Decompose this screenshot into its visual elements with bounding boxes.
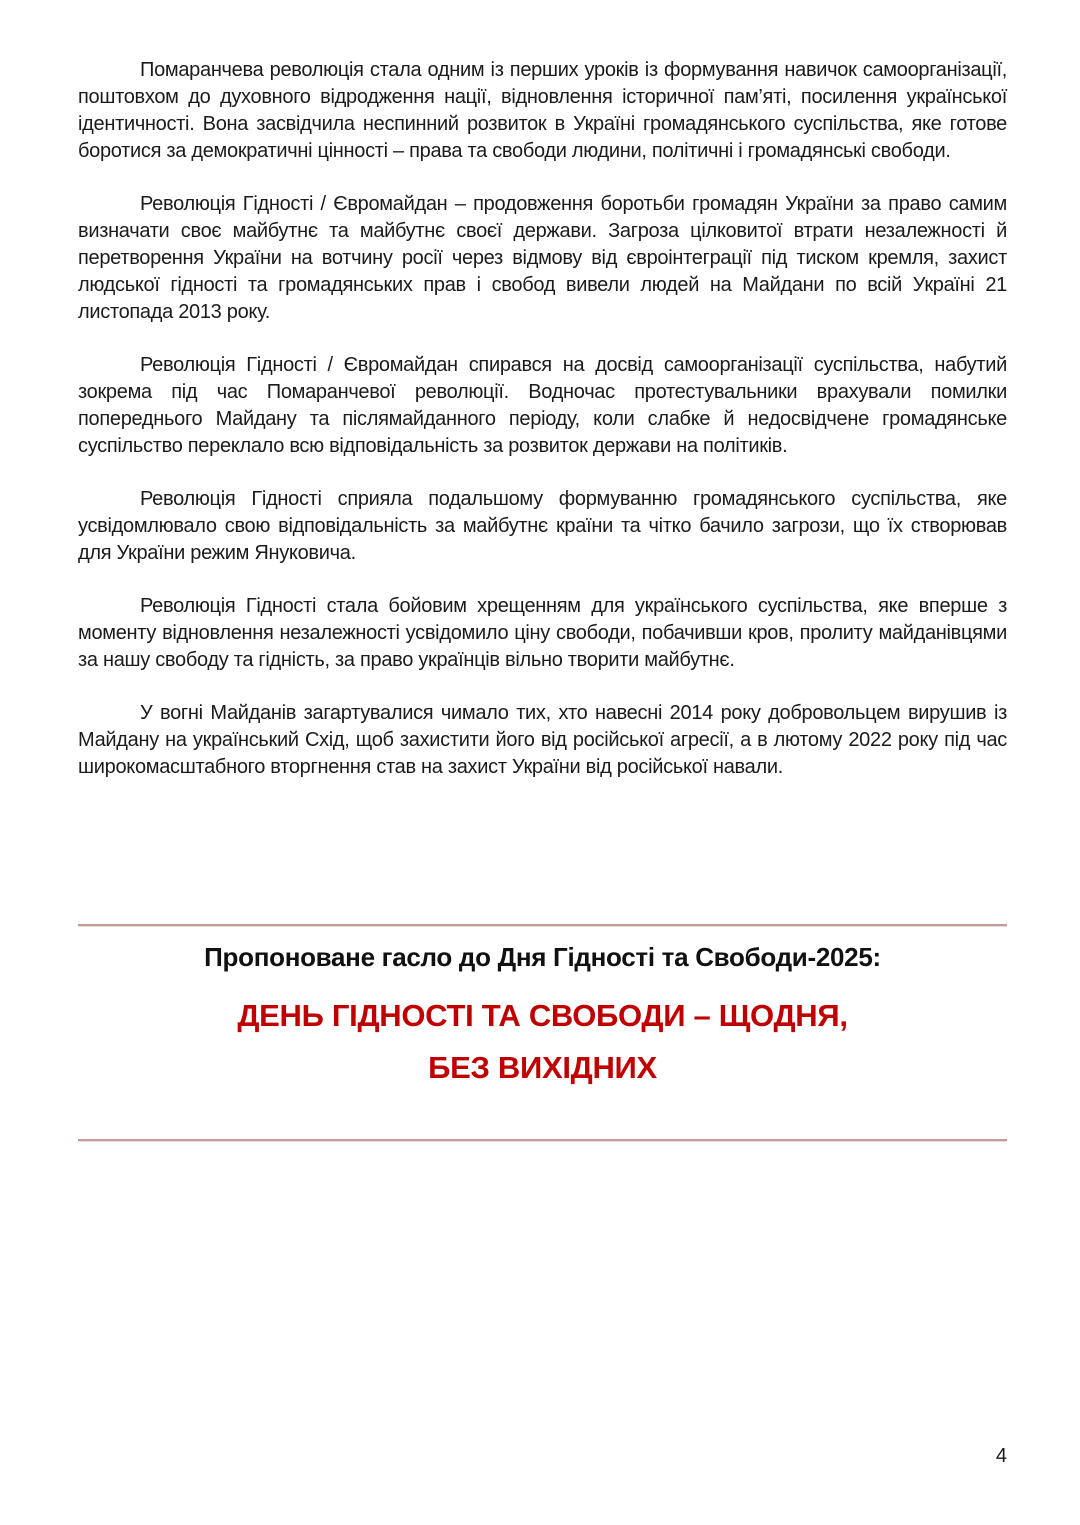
paragraph-2: Революція Гідності / Євромайдан – продовження боротьби громадян України за право самим визначати своє майбутнє та майбутнє своєї держави. Загроза цілковитої втрати незалежності й перетворення України на вотчину росії через відмову від євроінтеграції під тиском кремля, захист людської гідності та громадянських прав і свобод вивели людей на Майдани по всій Україні 21 листопада 2013 року.: [78, 193, 1007, 323]
page-number: 4: [995, 1445, 1007, 1467]
text-block: [78, 57, 1007, 807]
section-divider-bottom: [78, 1139, 1007, 1141]
section-divider-top: [78, 924, 1007, 926]
slogan-heading: Пропоноване гасло до Дня Гідності та Свободи-2025:: [204, 942, 881, 972]
paragraph-6: У вогні Майданів загартувалися чимало тих, хто навесні 2014 року добровольцем вирушив із Майдану на український Схід, щоб захистити його від російської агресії, а в лютому 2022 року під час широкомасштабного вторгнення став на захист України від російської навали.: [78, 702, 1007, 778]
paragraph-1: Помаранчева революція стала одним із перших уроків із формування навичок самоорганізації, поштовхом до духовного відродження нації, відновлення історичної пам’яті, посилення української ідентичності. Вона засвідчила неспинний розвиток в Україні громадянського суспільства, яке готове боротися за демократичні цінності – права та свободи людини, політичні і громадянські свободи.: [78, 59, 1007, 162]
paragraph-3: Революція Гідності / Євромайдан спирався на досвід самоорганізації суспільства, набутий зокрема під час Помаранчевої революції. Водночас протестувальники врахували помилки попереднього Майдану та післямайданного періоду, коли слабке й недосвідчене громадянське суспільство переклало всю відповідальність за розвиток держави на політиків.: [78, 354, 1007, 457]
paragraph-4: Революція Гідності сприяла подальшому формуванню громадянського суспільства, яке усвідомлювало свою відповідальність за майбутнє країни та чітко бачило загрози, що їх створював для України режим Януковича.: [78, 488, 1007, 564]
paragraph-5: Революція Гідності стала бойовим хрещенням для українського суспільства, яке вперше з моменту відновлення незалежності усвідомило ціну свободи, побачивши кров, пролиту майданівцями за нашу свободу та гідність, за право українців вільно творити майбутнє.: [78, 595, 1007, 671]
slogan-line-1: ДЕНЬ ГІДНОСТІ ТА СВОБОДИ – ЩОДНЯ,: [237, 998, 848, 1033]
slogan-line-2: БЕЗ ВИХІДНИХ: [428, 1050, 657, 1085]
slogan-text: [78, 990, 1007, 1094]
